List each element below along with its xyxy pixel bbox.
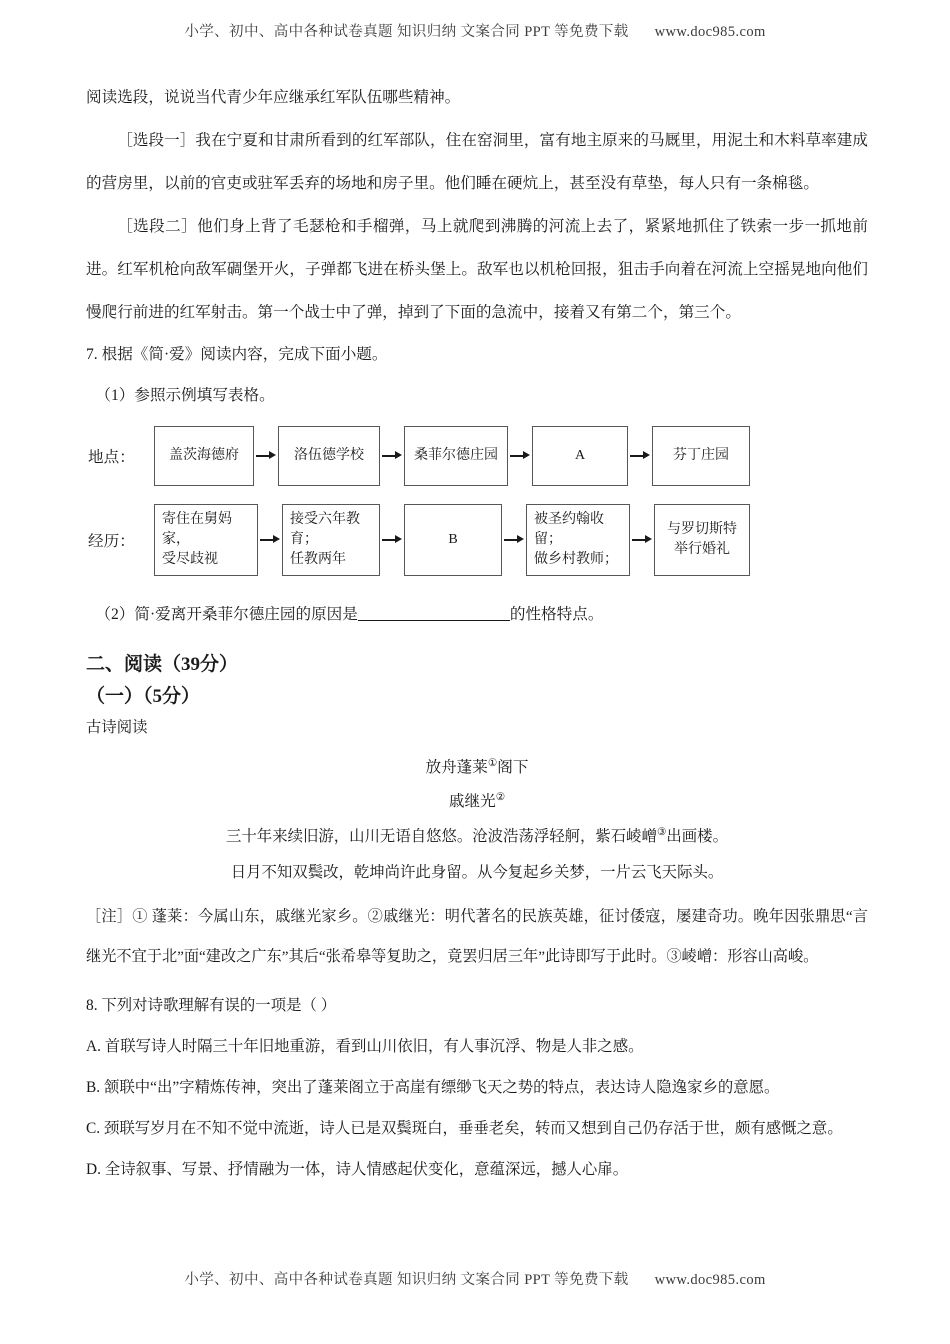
poem-title-note-marker: ① [487,757,498,769]
poem-notes: ［注］① 蓬莱：今属山东，戚继光家乡。②戚继光：明代著名的民族英雄，征讨倭寇，屡建奇功。晚年因张鼎思“言继光不宜于北”面“建改之广东”其后“张希皋等复助之，竟罢归居三年”此诗即写于此时。③崚嶒：形容山高峻。 [86,908,868,965]
section-2-label: 古诗阅读 [86,719,148,736]
header-watermark-text: 小学、初中、高中各种试卷真题 知识归纳 文案合同 PPT 等免费下载 [184,24,629,40]
flow-box-location-5: 芬丁庄园 [652,426,750,486]
section-2-heading: 二、阅读（39分） [86,654,239,675]
question-8-option-b[interactable]: B. 颔联中“出”字精炼传神，突出了蓬莱阁立于高崖有缥缈飞天之势的特点，表达诗人隐逸家乡的意愿。 [86,1079,780,1096]
passage-two: ［选段二］他们身上背了毛瑟枪和手榴弹，马上就爬到沸腾的河流上去了，紧紧地抓住了铁索一步一抓地前进。红军机枪向敌军碉堡开火，子弹都飞进在桥头堡上。敌军也以机枪回报，狙击手向着在河流上空摇晃地向他们慢爬行前进的红军射击。第一个战士中了弹，掉到了下面的急流中，接着又有第二个，第三个。 [86,218,868,321]
footer-watermark-site: www.doc985.com [654,1272,766,1288]
question-8-option-a[interactable]: A. 首联写诗人时隔三十年旧地重游，看到山川依旧，有人事沉浮、物是人非之感。 [86,1038,644,1055]
arrow-right-icon [380,534,404,546]
arrow-right-icon [502,534,526,546]
question-7-sub-2 [86,594,868,635]
poem-line-1 [86,819,868,855]
section-2-subheading: （一）（5分） [86,686,201,707]
flow-box-experience-5: 与罗切斯特 举行婚礼 [654,504,750,576]
poem-title [86,751,868,785]
header-watermark-site: www.doc985.com [654,24,766,40]
poem-line-1a: 三十年来续旧游，山川无语自悠悠。沧波浩荡浮轻舸，紫石崚嶒 [226,828,657,845]
header-watermark [0,20,950,41]
flowchart-row-locations-label: 地点： [88,449,135,466]
flowchart-row-locations [86,426,868,486]
poem-title-text: 放舟蓬莱 [425,759,488,776]
page-content [86,76,868,1190]
poem-author-text: 戚继光 [448,793,496,810]
question-8-stem: 8. 下列对诗歌理解有误的一项是（ ） [86,997,337,1014]
question-7-stem: 7. 根据《简·爱》阅读内容，完成下面小题。 [86,346,388,363]
question-8-option-c[interactable]: C. 颈联写岁月在不知不觉中流逝，诗人已是双鬓斑白，垂垂老矣，转而又想到自己仍存活于世，颇有感慨之意。 [86,1120,843,1137]
poem-author [86,785,868,819]
question-7-sub-1: （1）参照示例填写表格。 [95,387,275,404]
flow-box-experience-3-blank[interactable]: B [404,504,502,576]
question-8-option-d[interactable]: D. 全诗叙事、写景、抒情融为一体，诗人情感起伏变化，意蕴深远，撼人心扉。 [86,1161,629,1178]
flow-box-location-4-blank[interactable]: A [532,426,628,486]
answer-blank[interactable] [358,605,510,621]
arrow-right-icon [380,450,404,462]
arrow-right-icon [258,534,282,546]
arrow-right-icon [508,450,532,462]
poem-line-1-note-marker: ③ [656,826,667,838]
flow-box-experience-1: 寄住在舅妈家， 受尽歧视 [154,504,258,576]
footer-watermark-text: 小学、初中、高中各种试卷真题 知识归纳 文案合同 PPT 等免费下载 [184,1272,629,1288]
flow-box-location-1: 盖茨海德府 [154,426,254,486]
poem-line-2: 日月不知双鬓改，乾坤尚许此身留。从今复起乡关梦，一片云飞天际头。 [230,864,724,881]
flow-box-experience-4: 被圣约翰收留； 做乡村教师； [526,504,630,576]
footer-watermark [0,1268,950,1289]
arrow-right-icon [628,450,652,462]
passage-one: ［选段一］我在宁夏和甘肃所看到的红军部队，住在窑洞里，富有地主原来的马厩里，用泥土和木料草率建成的营房里，以前的官吏或驻军丢弃的场地和房子里。他们睡在硬炕上，甚至没有草垫，每人只有一条棉毯。 [86,132,868,192]
flow-box-location-2: 洛伍德学校 [278,426,380,486]
flowchart-row-experiences-label: 经历： [88,533,135,550]
poem-author-note-marker: ② [495,791,506,803]
flowchart-row-experiences [86,504,868,576]
question-7-sub-2-before: （2）简·爱离开桑菲尔德庄园的原因是 [95,606,358,623]
reading-prompt: 阅读选段，说说当代青少年应继承红军队伍哪些精神。 [86,89,461,106]
poem-line-1b: 出画楼。 [666,828,728,845]
flow-box-experience-2: 接受六年教育； 任教两年 [282,504,380,576]
arrow-right-icon [254,450,278,462]
poem-title-tail: 阁下 [497,759,529,776]
jane-eyre-flowchart [86,426,868,576]
flow-box-location-3: 桑菲尔德庄园 [404,426,508,486]
arrow-right-icon [630,534,654,546]
question-7-sub-2-after: 的性格特点。 [509,606,604,623]
